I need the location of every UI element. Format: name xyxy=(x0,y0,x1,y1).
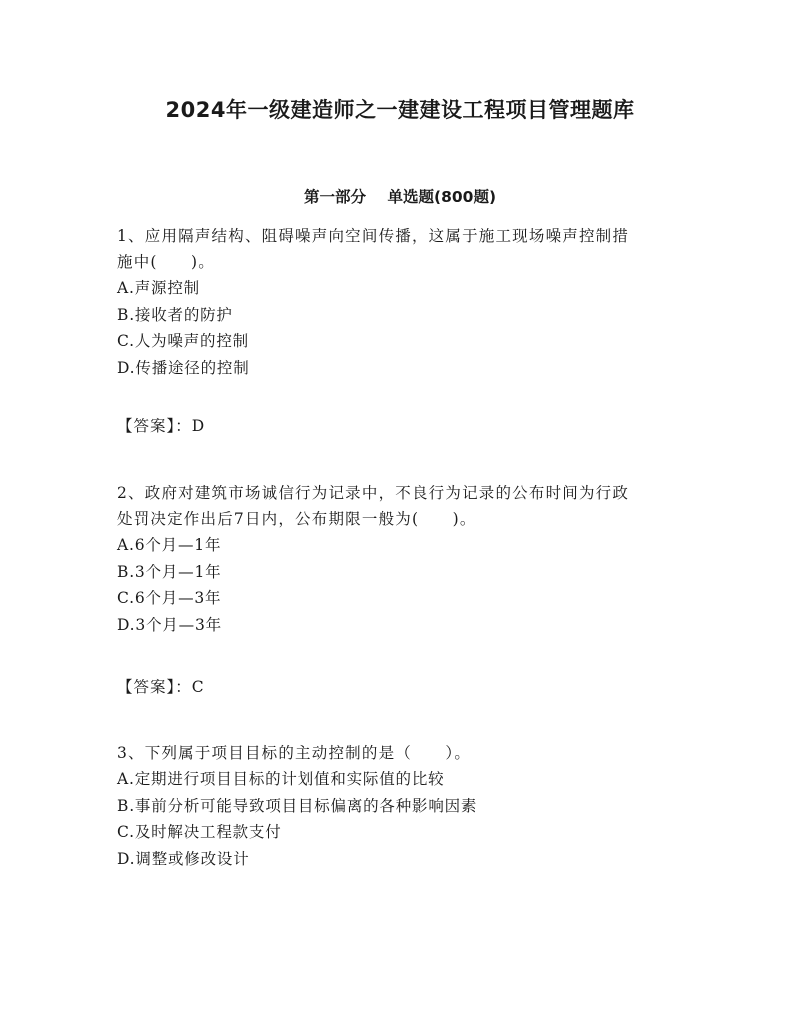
question-3 xyxy=(117,740,697,872)
question-1-option-d: D.传播途径的控制 xyxy=(117,358,250,377)
question-1-option-a: A.声源控制 xyxy=(117,279,200,297)
question-1-answer: 【答案】：D xyxy=(117,417,206,435)
question-1-stem-line-1: 1、应用隔声结构、阻碍噪声向空间传播，这属于施工现场噪声控制措 xyxy=(117,227,630,245)
question-2 xyxy=(117,480,697,638)
question-2-option-b: B.3个月—1年 xyxy=(117,562,222,581)
question-3-option-c: C.及时解决工程款支付 xyxy=(117,823,282,841)
question-2-option-a: A.6个月—1年 xyxy=(117,536,222,554)
question-1-stem-line-2: 施中( )。 xyxy=(117,253,215,271)
document-title: 2024年一级建造师之一建建设工程项目管理题库 xyxy=(165,98,635,122)
question-2-option-d: D.3个月—3年 xyxy=(117,615,222,634)
question-3-option-a: A.定期进行项目目标的计划值和实际值的比较 xyxy=(117,770,445,788)
question-1-option-c: C.人为噪声的控制 xyxy=(117,332,249,350)
question-2-option-c: C.6个月—3年 xyxy=(117,589,222,607)
question-2-stem-line-1: 2、政府对建筑市场诚信行为记录中，不良行为记录的公布时间为行政 xyxy=(117,484,630,502)
question-3-option-b: B.事前分析可能导致项目目标偏离的各种影响因素 xyxy=(117,796,478,815)
question-1-option-b: B.接收者的防护 xyxy=(117,305,233,324)
section-title: 第一部分 单选题(800题) xyxy=(303,188,497,206)
question-2-stem-line-2: 处罚决定作出后7日内，公布期限一般为( )。 xyxy=(117,510,477,528)
question-3-option-d: D.调整或修改设计 xyxy=(117,849,250,868)
question-1 xyxy=(117,223,697,381)
question-2-answer: 【答案】：C xyxy=(117,678,205,696)
question-3-stem: 3、下列属于项目目标的主动控制的是（ ）。 xyxy=(117,744,472,762)
